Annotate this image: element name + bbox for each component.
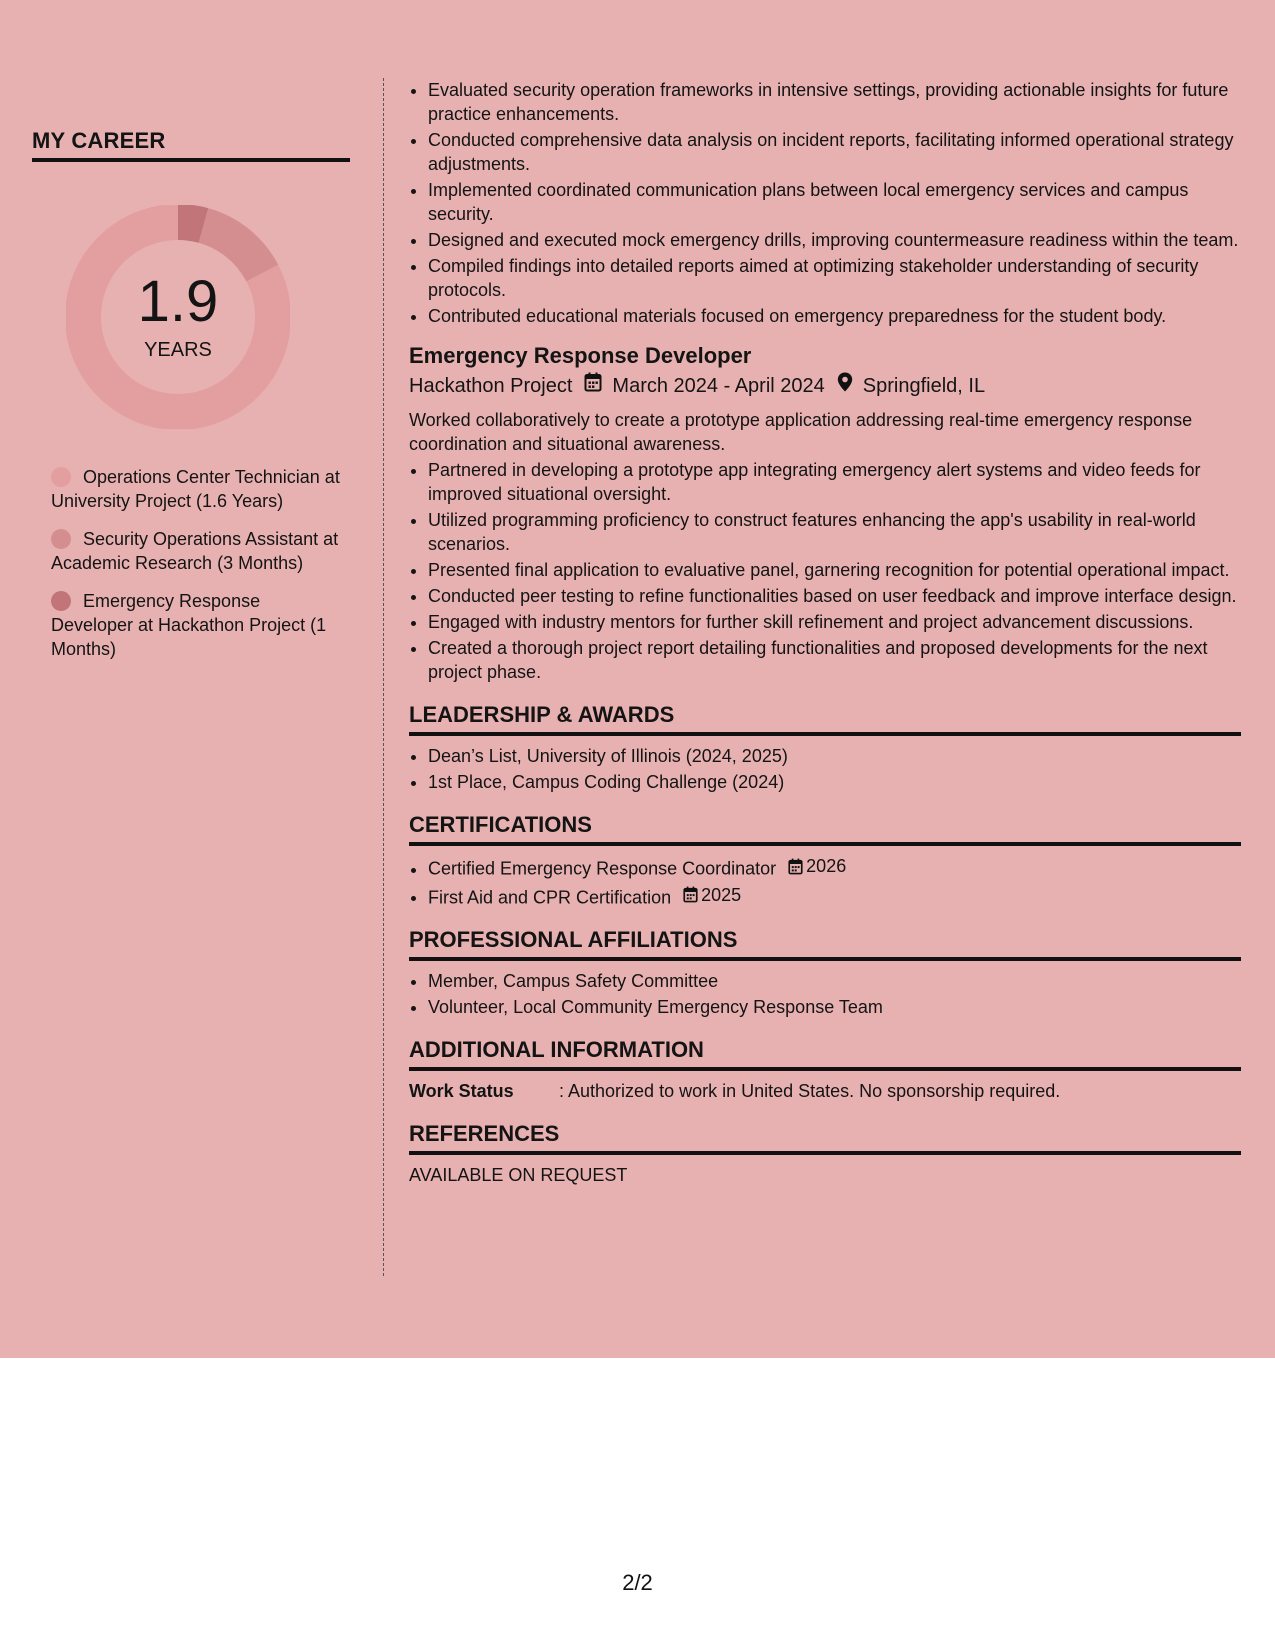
career-donut-chart — [66, 205, 290, 429]
list-item: • Evaluated security operation frameworks in intensive settings, providing actionable insights for future practice enhancements. — [428, 78, 1241, 126]
work-status-value: : Authorized to work in United States. No sponsorship required. — [559, 1081, 1061, 1101]
job-org: Hackathon Project — [409, 375, 573, 397]
cert-name: Certified Emergency Response Coordinator — [428, 858, 777, 879]
certifications-list — [409, 854, 1241, 909]
list-item: • Contributed educational materials focused on emergency preparedness for the student body. — [428, 304, 1241, 328]
donut-center — [66, 205, 290, 429]
calendar-icon — [788, 858, 803, 875]
list-item: • Implemented coordinated communication plans between local emergency services and campus security. — [428, 178, 1241, 226]
job-meta — [409, 372, 1241, 400]
cert-year: 2026 — [806, 856, 847, 876]
legend-item — [51, 589, 341, 661]
list-item: • 1st Place, Campus Coding Challenge (2024) — [428, 770, 1241, 794]
job-description: Worked collaboratively to create a prototype application addressing real-time emergency response coordination and situational awareness. — [409, 410, 1193, 454]
references-text: AVAILABLE ON REQUEST — [409, 1165, 628, 1185]
job-title: Emergency Response Developer — [409, 343, 752, 368]
legend-text: Security Operations Assistant at Academic Research (3 Months) — [51, 529, 339, 573]
list-item: • Created a thorough project report detailing functionalities and proposed developments for the next project phase. — [428, 636, 1241, 684]
calendar-icon — [584, 372, 602, 400]
column-divider — [383, 78, 384, 1276]
donut-unit: YEARS — [144, 339, 212, 361]
list-item: • Conducted comprehensive data analysis on incident reports, facilitating informed operational strategy adjustments. — [428, 128, 1241, 176]
legend-dot-icon — [51, 467, 71, 487]
legend-item — [51, 527, 341, 575]
list-item: • Partnered in developing a prototype app integrating emergency alert systems and video feeds for improved situational oversight. — [428, 458, 1241, 506]
work-status-row — [409, 1079, 1241, 1103]
career-heading: MY CAREER — [32, 128, 350, 162]
list-item: • Volunteer, Local Community Emergency Response Team — [428, 995, 1241, 1019]
calendar-icon — [683, 886, 698, 903]
job-bullets — [409, 458, 1241, 684]
work-status-label: Work Status — [409, 1081, 514, 1101]
list-item: • Dean’s List, University of Illinois (2024, 2025) — [428, 744, 1241, 768]
list-item: • Utilized programming proficiency to construct features enhancing the app's usability in real-world scenarios. — [428, 508, 1241, 556]
certifications-heading: CERTIFICATIONS — [409, 812, 1241, 846]
list-item: • Member, Campus Safety Committee — [428, 969, 1241, 993]
donut-value: 1.9 — [137, 269, 219, 334]
list-item: • Compiled findings into detailed reports aimed at optimizing stakeholder understanding of security protocols. — [428, 254, 1241, 302]
previous-job-bullets — [409, 78, 1241, 328]
legend-text: Operations Center Technician at University Project (1.6 Years) — [51, 467, 340, 511]
cert-year: 2025 — [701, 884, 742, 905]
list-item — [428, 854, 1241, 881]
list-item — [428, 883, 1241, 910]
legend-text: Emergency Response Developer at Hackathon Project (1 Months) — [51, 591, 327, 659]
legend-dot-icon — [51, 529, 71, 549]
cert-date — [683, 883, 741, 907]
main-content — [409, 78, 1241, 1187]
affiliations-heading: PROFESSIONAL AFFILIATIONS — [409, 927, 1241, 961]
leadership-heading: LEADERSHIP & AWARDS — [409, 702, 1241, 736]
job-dates: March 2024 - April 2024 — [612, 375, 825, 397]
list-item: • Designed and executed mock emergency drills, improving countermeasure readiness within the team. — [428, 228, 1241, 252]
list-item: • Engaged with industry mentors for further skill refinement and project advancement discussions. — [428, 610, 1241, 634]
references-heading: REFERENCES — [409, 1121, 1241, 1155]
cert-name: First Aid and CPR Certification — [428, 887, 672, 907]
page-number: 2/2 — [622, 1570, 653, 1595]
list-item: • Conducted peer testing to refine functionalities based on user feedback and improve interface design. — [428, 584, 1241, 608]
job-location: Springfield, IL — [862, 375, 986, 397]
career-legend — [51, 465, 341, 675]
legend-item — [51, 465, 341, 513]
location-pin-icon — [837, 372, 853, 400]
affiliations-list — [409, 969, 1241, 1019]
additional-info-heading: ADDITIONAL INFORMATION — [409, 1037, 1241, 1071]
cert-date — [788, 854, 846, 878]
list-item: • Presented final application to evaluative panel, garnering recognition for potential operational impact. — [428, 558, 1241, 582]
legend-dot-icon — [51, 591, 71, 611]
leadership-list — [409, 744, 1241, 794]
